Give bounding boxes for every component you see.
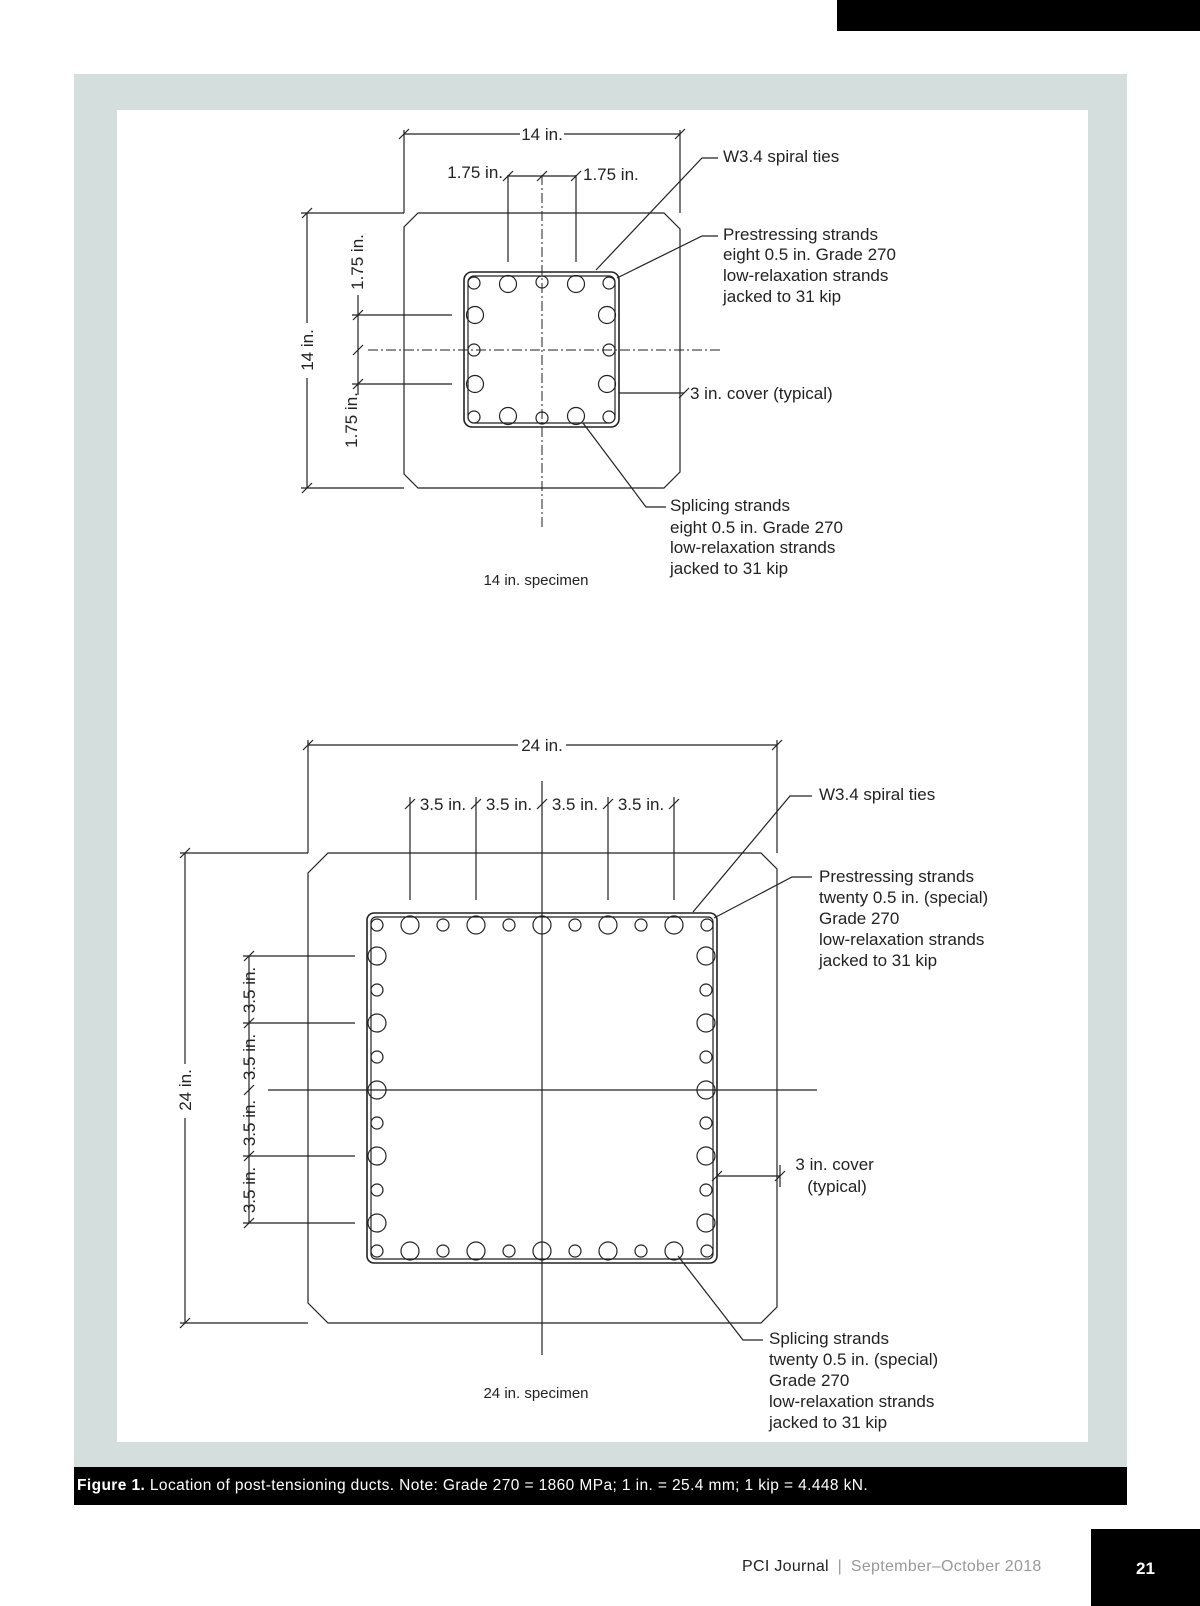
specimen-24in xyxy=(176,736,993,1432)
callout-splicing-strands: Splicing strands eight 0.5 in. Grade 270 low-relaxation strands jacked to 31 kip xyxy=(670,496,843,578)
dimension-label: 3.5 in. xyxy=(240,1166,259,1214)
strand xyxy=(500,276,517,293)
strand xyxy=(467,376,484,393)
dimension-label: 3.5 in. xyxy=(419,795,467,814)
page-number-box xyxy=(1091,1529,1200,1606)
issue-date: September–October 2018 xyxy=(850,1558,1042,1575)
dimension-label: 3.5 in. xyxy=(240,1033,259,1081)
leader-splice-24 xyxy=(678,1256,763,1340)
dimension-label: 1.75 in. xyxy=(583,165,639,184)
dimension-label: 3.5 in. xyxy=(617,795,665,814)
strand xyxy=(569,919,581,931)
callout-spiral-ties: W3.4 spiral ties xyxy=(723,147,840,166)
callout-splicing-strands: Splicing strands twenty 0.5 in. (special) Grade 270 low-relaxation strands jacked to 31 kip xyxy=(769,1329,939,1432)
strand xyxy=(437,1245,449,1257)
strand xyxy=(635,919,647,931)
strand xyxy=(468,277,480,289)
leader-splice-14 xyxy=(583,423,666,507)
leader-prestress-14 xyxy=(617,236,718,278)
strand xyxy=(697,1014,715,1032)
strand xyxy=(500,408,517,425)
leader-ties-24 xyxy=(693,796,812,912)
strand xyxy=(371,1184,383,1196)
spiral-ties-14 xyxy=(464,272,619,427)
strand xyxy=(599,1242,617,1260)
dimension-label: 3.5 in. xyxy=(485,795,533,814)
strand xyxy=(599,307,616,324)
strand xyxy=(503,919,515,931)
strand xyxy=(700,1117,712,1129)
strand xyxy=(467,307,484,324)
callout-prestressing-strands: Prestressing strands twenty 0.5 in. (special) Grade 270 low-relaxation strands jacked to 31 kip xyxy=(819,867,989,970)
strand xyxy=(701,1245,713,1257)
page-number: 21 xyxy=(1136,1559,1155,1578)
figure-caption xyxy=(74,1467,1127,1505)
strand xyxy=(665,916,683,934)
strand xyxy=(371,1051,383,1063)
dimension-label: 14 in. xyxy=(521,125,563,144)
dimension-label: 3.5 in. xyxy=(240,1099,259,1147)
figure-caption-label: Figure 1. xyxy=(77,1477,146,1494)
strand xyxy=(697,1147,715,1165)
dimension-label: 14 in. xyxy=(298,329,317,371)
dimension-height-24 xyxy=(180,848,308,1328)
strand xyxy=(697,1214,715,1232)
strand xyxy=(467,1242,485,1260)
strand xyxy=(697,947,715,965)
strand xyxy=(700,984,712,996)
specimen-caption: 24 in. specimen xyxy=(483,1385,589,1402)
strand xyxy=(503,1245,515,1257)
page-footer xyxy=(742,1558,1042,1576)
strand xyxy=(603,411,615,423)
dimension-cover-24 xyxy=(712,1165,785,1187)
strand xyxy=(467,916,485,934)
specimen-14in xyxy=(298,125,901,589)
strand xyxy=(599,916,617,934)
strand xyxy=(665,1242,683,1260)
dimension-label: 3.5 in. xyxy=(240,966,259,1014)
callout-prestressing-strands: Prestressing strands eight 0.5 in. Grade 270 low-relaxation strands jacked to 31 kip xyxy=(723,225,896,306)
dimension-label: 24 in. xyxy=(521,736,563,755)
dimension-label: 1.75 in. xyxy=(348,234,367,290)
strand xyxy=(568,408,585,425)
strand xyxy=(603,277,615,289)
strand xyxy=(401,1242,419,1260)
strand xyxy=(569,1245,581,1257)
strand xyxy=(468,411,480,423)
dimension-label: 3.5 in. xyxy=(551,795,599,814)
strand xyxy=(401,916,419,934)
leader-prestress-24 xyxy=(714,877,812,918)
strand xyxy=(437,919,449,931)
specimen-caption: 14 in. specimen xyxy=(483,572,589,589)
callout-cover: 3 in. cover (typical) xyxy=(690,384,833,403)
strand xyxy=(371,919,383,931)
dimension-label: 1.75 in. xyxy=(447,163,503,182)
dimension-label: 24 in. xyxy=(176,1069,195,1111)
strand xyxy=(635,1245,647,1257)
journal-name: PCI Journal xyxy=(742,1558,829,1575)
footer-separator: | xyxy=(837,1558,843,1575)
dimension-label: 1.75 in. xyxy=(342,392,361,448)
strand xyxy=(371,984,383,996)
strand xyxy=(700,1051,712,1063)
callout-cover: 3 in. cover (typical) xyxy=(795,1155,874,1196)
figure-caption-text: Location of post-tensioning ducts. Note: Grade 270 = 1860 MPa; 1 in. = 25.4 mm; 1 kip = 4.448 kN. xyxy=(145,1477,869,1494)
strand xyxy=(371,1117,383,1129)
strand xyxy=(701,919,713,931)
strand xyxy=(700,1184,712,1196)
callout-spiral-ties: W3.4 spiral ties xyxy=(819,785,936,804)
dimension-spacing-left-14 xyxy=(352,295,452,395)
strand xyxy=(371,1245,383,1257)
strand xyxy=(568,276,585,293)
strand xyxy=(599,376,616,393)
